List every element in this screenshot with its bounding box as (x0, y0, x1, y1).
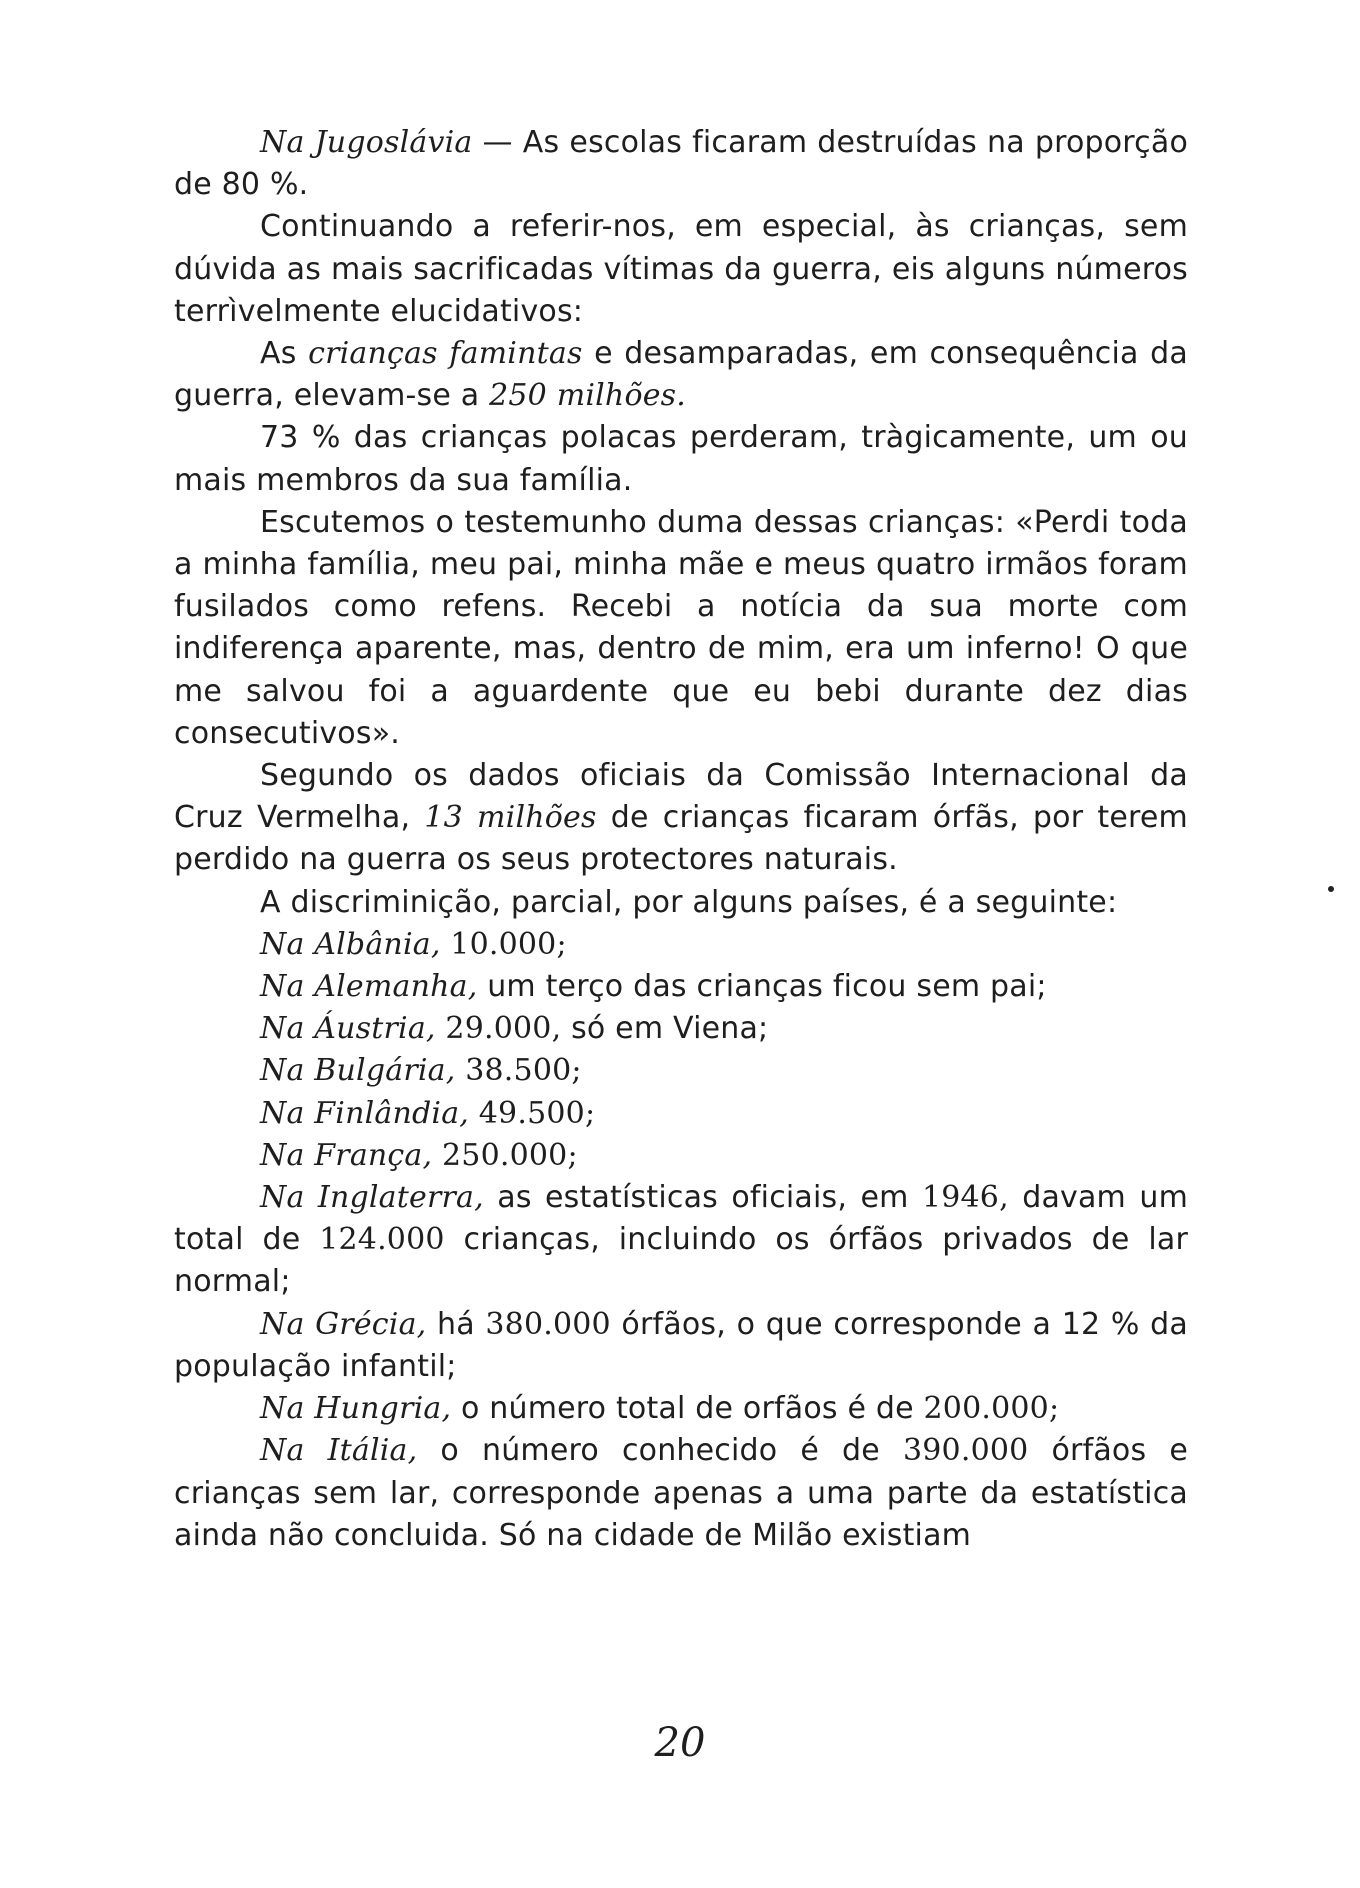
italic-text: Na Itália, (260, 1433, 418, 1469)
print-speck (1328, 886, 1334, 892)
text-run: órfãos e crianças sem lar, corresponde apenas a uma parte da estatística ainda não concluida. Só na cidade de Milão existiam (174, 1433, 1188, 1553)
paragraph (174, 1093, 1188, 1135)
paragraph (174, 1008, 1188, 1050)
text-run: de crianças ficaram órfãs, por terem perdido na guerra os seus protectores naturais. (174, 800, 1188, 878)
text-run: só em Viena; (561, 1011, 769, 1047)
paragraph (174, 755, 1188, 882)
paragraph (174, 333, 1188, 417)
page-number: 20 (654, 1720, 706, 1766)
text-run: 380.000 (485, 1306, 611, 1342)
paragraph (174, 122, 1188, 206)
text-run: 10.000; (440, 926, 567, 962)
text-run: 200.000; (923, 1391, 1060, 1427)
text-run: 124.000 (319, 1222, 445, 1258)
paragraph (174, 1388, 1188, 1430)
text-run: 38.500; (455, 1053, 582, 1089)
text-run: o número conhecido é de (417, 1433, 903, 1469)
italic-text: Na Grécia, (260, 1306, 427, 1342)
italic-text: 13 milhões (424, 800, 597, 836)
text-run: 250.000; (432, 1137, 578, 1173)
italic-text: Na Bulgária, (260, 1053, 456, 1089)
text-run: — As escolas ficaram destruídas na proporção de 80 %. (174, 125, 1189, 203)
paragraph (174, 1430, 1188, 1557)
paragraph (174, 1304, 1188, 1388)
italic-text: Na Finlândia, (260, 1095, 470, 1131)
paragraph (174, 966, 1188, 1008)
italic-text: Na Áustria, (260, 1011, 436, 1047)
text-run: Continuando a referir-nos, em especial, às crianças, sem dúvida as mais sacrificadas vítimas da guerra, eis alguns números terrìvelmente elucidativos: (174, 209, 1188, 329)
text-run: há (426, 1306, 486, 1342)
paragraph (174, 1135, 1188, 1177)
italic-text: Na França, (260, 1137, 433, 1173)
italic-text: 250 milhões. (489, 378, 686, 414)
text-run: 390.000 (902, 1433, 1029, 1469)
italic-text: crianças famintas (308, 336, 583, 372)
paragraph (174, 206, 1188, 333)
text-run: crianças, incluindo os órfãos privados de lar normal; (174, 1222, 1188, 1300)
italic-text: Na Alemanha, (260, 969, 478, 1005)
paragraph (174, 417, 1188, 501)
italic-text: Na Albânia, (260, 926, 441, 962)
paragraph (174, 1050, 1188, 1092)
text-run: A discriminição, parcial, por alguns países, é a seguinte: (260, 884, 1118, 920)
text-run: 1946, (921, 1180, 1009, 1216)
paragraph (174, 1177, 1188, 1304)
italic-text: Na Inglaterra, (260, 1180, 484, 1216)
text-run: As (260, 336, 309, 372)
text-run: 49.500; (469, 1095, 596, 1131)
text-run: um terço das crianças ficou sem pai; (477, 969, 1047, 1005)
italic-text: Na Hungria, (260, 1391, 452, 1427)
text-run: o número total de orfãos é de (451, 1391, 924, 1427)
text-run: 73 % das crianças polacas perderam, tràgicamente, um ou mais membros da sua família. (174, 420, 1188, 498)
paragraph (174, 924, 1188, 966)
body-text (174, 122, 1188, 1557)
paragraph (174, 502, 1188, 755)
paragraph (174, 882, 1188, 924)
text-run: e desamparadas, em consequência da guerra, elevam-se a (174, 336, 1188, 414)
text-run: 29.000, (435, 1011, 562, 1047)
text-run: Segundo os dados oficiais da Comissão Internacional da Cruz Vermelha, (174, 758, 1188, 836)
text-run: órfãos, o que corresponde a 12 % da população infantil; (174, 1306, 1188, 1384)
italic-text: Na Jugoslávia (260, 125, 473, 160)
text-run: davam um total de (174, 1180, 1188, 1258)
text-run: Escutemos o testemunho duma dessas crianças: «Perdi toda a minha família, meu pai, minha mãe e meus quatro irmãos foram fusilados como refens. Recebi a notícia da sua morte com indiferença aparente, mas, dentro de mim, era um inferno! O que me salvou foi a aguardente que eu bebi durante dez dias consecutivos». (174, 504, 1188, 751)
text-run: as estatísticas oficiais, em (483, 1180, 922, 1216)
